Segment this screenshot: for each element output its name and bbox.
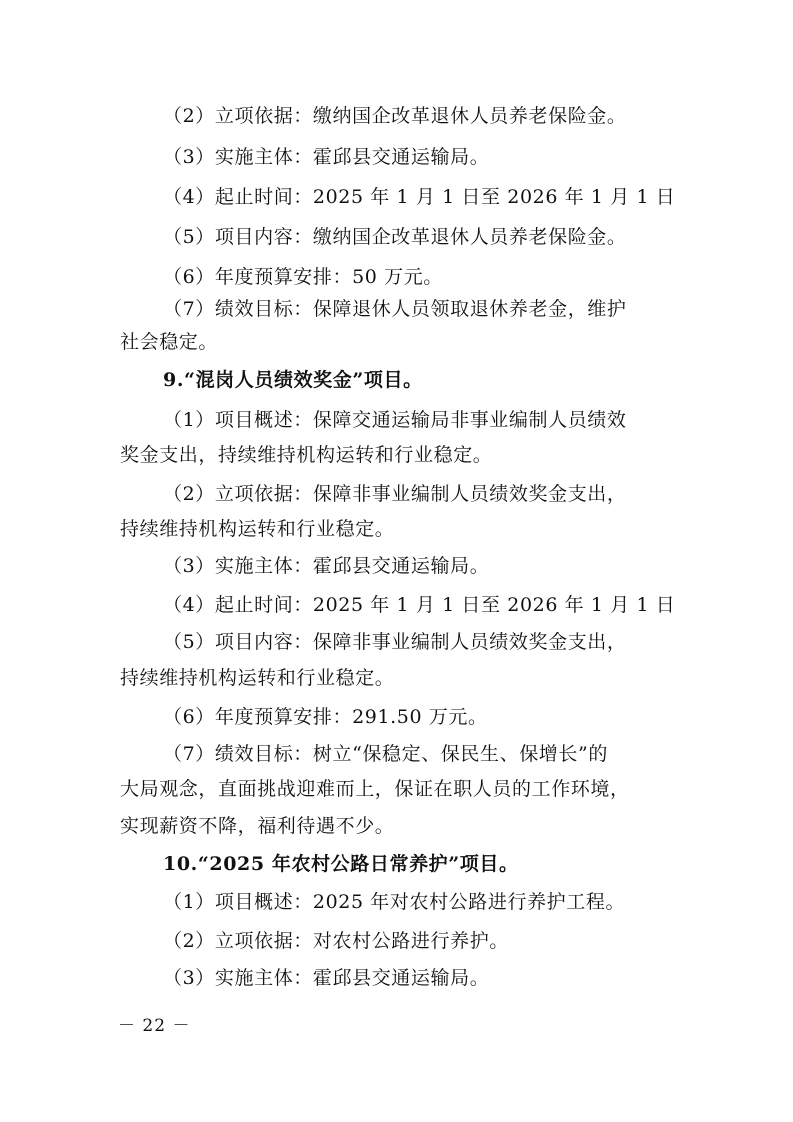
- text-line: （6）年度预算安排：50 万元。: [163, 266, 443, 288]
- section-heading: 10.“2025 年农村公路日常养护”项目。: [163, 853, 519, 875]
- page-number: － 22 －: [118, 1016, 191, 1036]
- text-line: （2）立项依据：缴纳国企改革退休人员养老保险金。: [163, 105, 627, 127]
- text-line: （5）项目内容：缴纳国企改革退休人员养老保险金。: [163, 226, 627, 248]
- text-line: （5）项目内容：保障非事业编制人员绩效奖金支出，: [163, 631, 627, 653]
- text-line: 大局观念，直面挑战迎难而上，保证在职人员的工作环境，: [120, 778, 630, 800]
- text-line: （1）项目概述：2025 年对农村公路进行养护工程。: [163, 891, 626, 913]
- text-line: 持续维持机构运转和行业稳定。: [120, 518, 395, 540]
- text-line: （4）起止时间：2025 年 1 月 1 日至 2026 年 1 月 1 日: [163, 594, 676, 616]
- text-line: 社会稳定。: [120, 331, 219, 353]
- text-line: （3）实施主体：霍邱县交通运输局。: [163, 146, 490, 168]
- text-line: 奖金支出，持续维持机构运转和行业稳定。: [120, 444, 493, 466]
- text-line: 实现薪资不降，福利待遇不少。: [120, 815, 395, 837]
- text-line: （1）项目概述：保障交通运输局非事业编制人员绩效: [163, 409, 627, 431]
- text-line: （4）起止时间：2025 年 1 月 1 日至 2026 年 1 月 1 日: [163, 186, 676, 208]
- text-line: （2）立项依据：对农村公路进行养护。: [163, 930, 509, 952]
- section-heading: 9.“混岗人员绩效奖金”项目。: [163, 369, 423, 391]
- text-line: （3）实施主体：霍邱县交通运输局。: [163, 967, 490, 989]
- text-line: （6）年度预算安排：291.50 万元。: [163, 706, 488, 728]
- text-line: （7）绩效目标：树立“保稳定、保民生、保增长”的: [163, 743, 608, 765]
- text-line: 持续维持机构运转和行业稳定。: [120, 667, 395, 689]
- text-line: （7）绩效目标：保障退休人员领取退休养老金，维护: [163, 298, 627, 320]
- text-line: （3）实施主体：霍邱县交通运输局。: [163, 555, 490, 577]
- text-line: （2）立项依据：保障非事业编制人员绩效奖金支出，: [163, 483, 627, 505]
